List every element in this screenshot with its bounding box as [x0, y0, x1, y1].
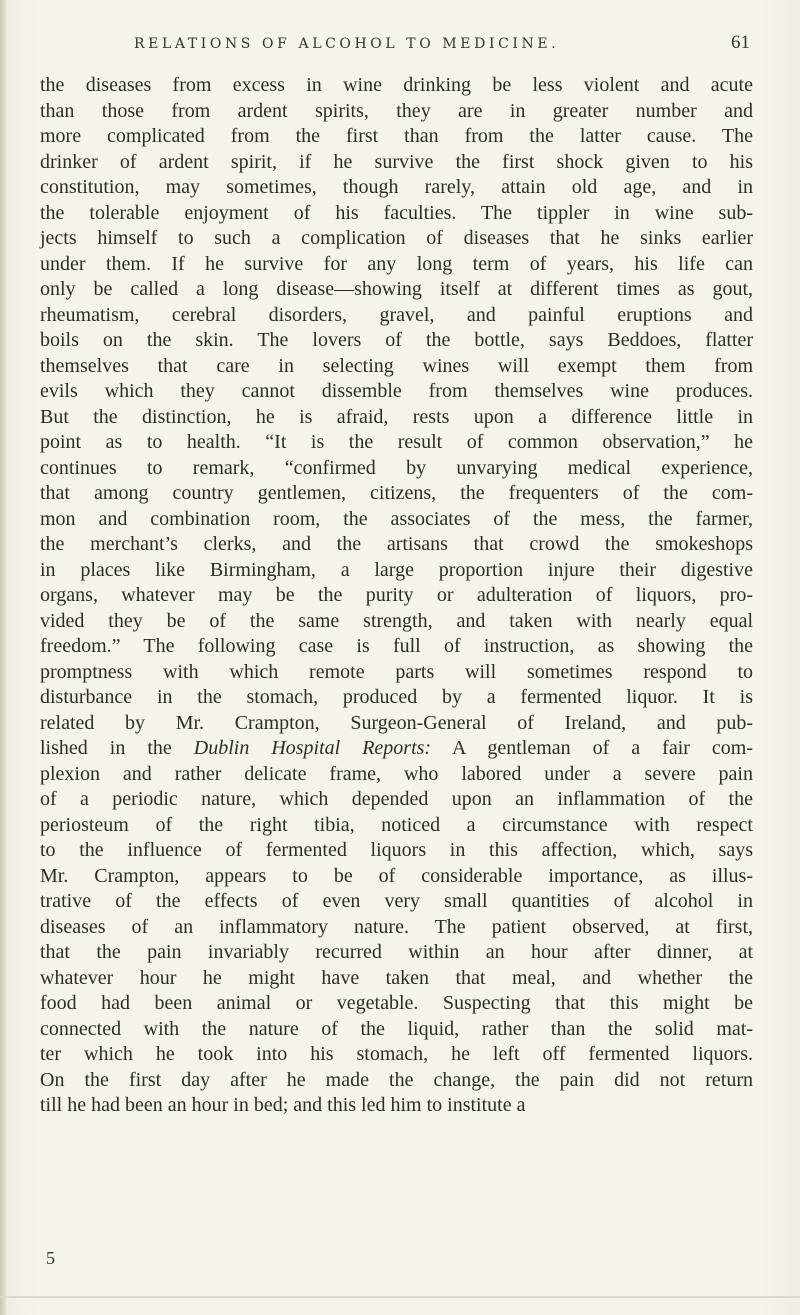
text-line: evils which they cannot dissemble from themselves wine produces. [40, 380, 753, 402]
text-line: drinker of ardent spirit, if he survive the first shock given to his [40, 150, 753, 173]
text-line: trative of the effects of even very small quantities of alcohol in [40, 890, 753, 912]
text-line: the tolerable enjoyment of his faculties. The tippler in wine sub- [40, 201, 753, 224]
journal-title: Dublin Hospital Reports: [193, 737, 432, 759]
text-line: On the first day after he made the change, the pain did not return [40, 1068, 753, 1091]
page-number: 61 [731, 32, 750, 53]
text-line: themselves that care in selecting wines will exempt them from [40, 354, 753, 377]
text-line: constitution, may sometimes, though rarely, attain old age, and in [40, 176, 753, 198]
page-spine-shadow [0, 0, 6, 1315]
text-line: promptness with which remote parts will sometimes respond to [40, 660, 753, 683]
page-header [100, 28, 750, 58]
text-line: ter which he took into his stomach, he left off fermented liquors. [40, 1043, 753, 1065]
text-line: only be called a long disease—showing itself at different times as gout, [40, 278, 753, 300]
text-line: diseases of an inflammatory nature. The patient observed, at first, [40, 915, 753, 938]
text-line: But the distinction, he is afraid, rests upon a difference little in [40, 405, 753, 428]
text-line: more complicated from the first than from the latter cause. The [40, 125, 753, 147]
signature-mark: 5 [46, 1248, 55, 1268]
text-line: disturbance in the stomach, produced by a fermented liquor. It is [40, 686, 753, 708]
text-line: Mr. Crampton, appears to be of considerable importance, as illus- [40, 864, 753, 887]
text-line: that among country gentlemen, citizens, the frequenters of the com- [40, 482, 753, 504]
text-line: lished in the Dublin Hospital Reports: A gentleman of a fair com- [40, 737, 753, 759]
body-text [40, 73, 753, 1119]
text-line: plexion and rather delicate frame, who labored under a severe pain [40, 762, 753, 785]
text-line: till he had been an hour in bed; and this led him to institute a [40, 1094, 526, 1116]
text-line: food had been animal or vegetable. Suspecting that this might be [40, 992, 753, 1014]
text-line: continues to remark, “confirmed by unvarying medical experience, [40, 456, 753, 479]
text-line: rheumatism, cerebral disorders, gravel, and painful eruptions and [40, 303, 753, 326]
text-line: vided they be of the same strength, and taken with nearly equal [40, 609, 753, 632]
text-line: organs, whatever may be the purity or adulteration of liquors, pro- [40, 584, 753, 606]
text-line: connected with the nature of the liquid, rather than the solid mat- [40, 1017, 753, 1040]
text-line: to the influence of fermented liquors in this affection, which, says [40, 839, 753, 861]
text-line: boils on the skin. The lovers of the bottle, says Beddoes, flatter [40, 329, 753, 351]
text-line: than those from ardent spirits, they are in greater number and [40, 99, 753, 122]
text-line: jects himself to such a complication of diseases that he sinks earlier [40, 227, 753, 249]
text-line: mon and combination room, the associates of the mess, the farmer, [40, 507, 753, 530]
text-line: related by Mr. Crampton, Surgeon-General of Ireland, and pub- [40, 711, 753, 734]
text-line: the merchant’s clerks, and the artisans that crowd the smokeshops [40, 533, 753, 555]
text-line: periosteum of the right tibia, noticed a circumstance with respect [40, 813, 753, 836]
text-line: that the pain invariably recurred within an hour after dinner, at [40, 941, 753, 963]
text-line: whatever hour he might have taken that meal, and whether the [40, 966, 753, 989]
text-line: in places like Birmingham, a large proportion injure their digestive [40, 558, 753, 581]
text-line: of a periodic nature, which depended upon an inflammation of the [40, 788, 753, 810]
text-line: the diseases from excess in wine drinking be less violent and acute [40, 74, 753, 96]
text-line: point as to health. “It is the result of common observation,” he [40, 431, 753, 453]
running-head: RELATIONS OF ALCOHOL TO MEDICINE. [134, 36, 560, 52]
text-line: freedom.” The following case is full of instruction, as showing the [40, 635, 753, 657]
text-line: under them. If he survive for any long term of years, his life can [40, 252, 753, 275]
page-bottom-edge [0, 1296, 800, 1298]
